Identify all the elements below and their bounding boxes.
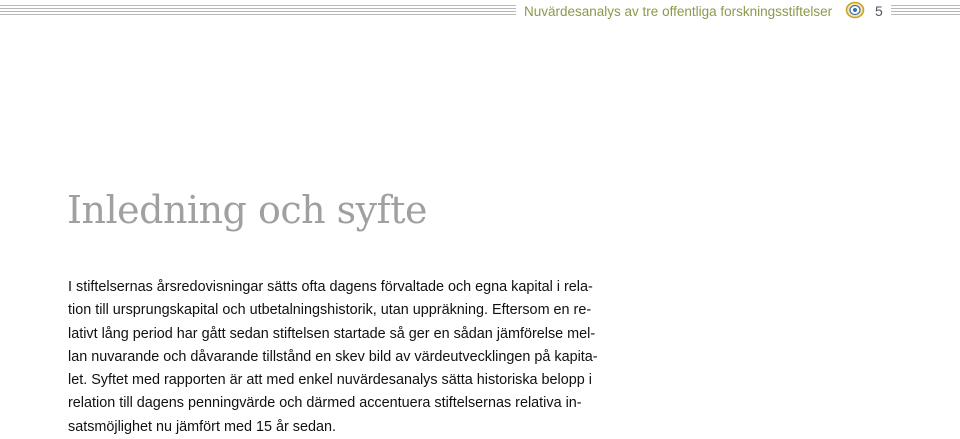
running-title: Nuvärdesanalys av tre offentliga forskningsstiftelser [524,4,833,19]
page-number: 5 [875,3,883,19]
paragraph-line: relation till dagens penningvärde och därmed accentuera stiftelsernas relativa in- [68,395,582,412]
paragraph-line: let. Syftet med rapporten är att med enkel nuvärdesanalys sätta historiska belopp i [68,372,592,389]
paragraph-line: lan nuvarande och dåvarande tillstånd en skev bild av värdeutvecklingen på kapita- [68,348,598,365]
paragraph-line: I stiftelsernas årsredovisningar sätts ofta dagens förvaltade och egna kapital i rela- [68,279,593,295]
header-rule-right [891,5,960,17]
paragraph-line: tion till ursprungskapital och utbetalningshistorik, utan uppräkning. Eftersom en re- [68,302,592,319]
body-paragraph [68,276,628,439]
paragraph-line: lativt lång period har gått sedan stiftelsen startade så ger en sådan jämförelse mel- [68,325,596,342]
header-rule-left [0,5,516,17]
page-header [0,0,960,24]
section-title: Inledning och syfte [67,188,427,232]
paragraph-line: satsmöjlighet nu jämfört med 15 år sedan. [68,418,336,435]
seal-logo-icon [845,1,865,19]
